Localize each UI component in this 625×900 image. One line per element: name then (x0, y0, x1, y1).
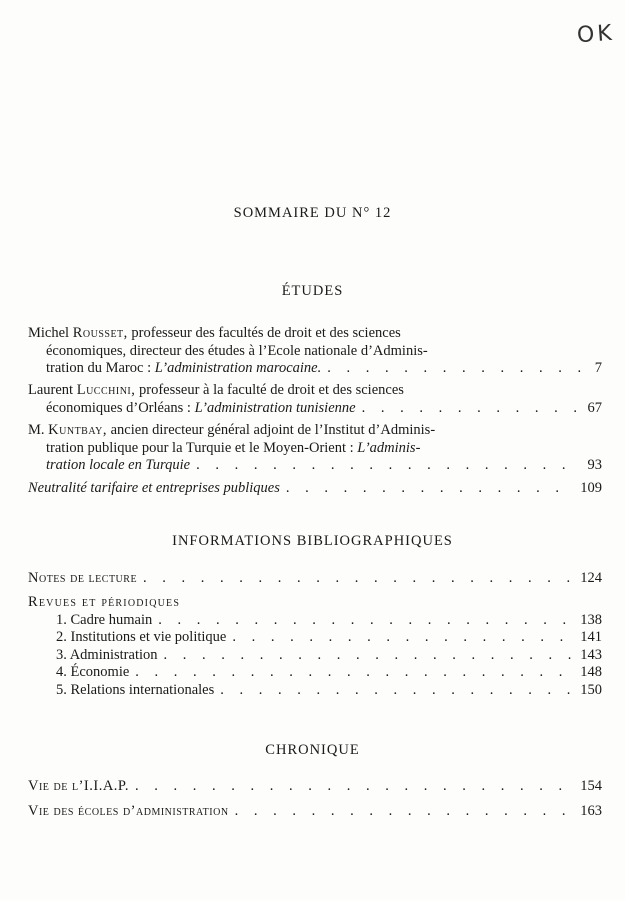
page-number: 150 (580, 681, 602, 698)
toc-entry-rousset (28, 325, 602, 378)
entry-label: 3. Administration (56, 646, 158, 663)
entry-text: professeur des facultés de droit et des sciences (131, 325, 401, 341)
author-first-name: Michel (28, 325, 70, 341)
entry-text: économiques d’Orléans : (46, 399, 191, 416)
page-number: 154 (580, 778, 602, 794)
entry-text: économiques, directeur des études à l’Ecole nationale d’Adminis- (46, 342, 428, 359)
entry-label: Vie des écoles d’administration (28, 803, 229, 819)
entry-label: 1. Cadre humain (56, 611, 153, 628)
toc-entry-vie-iiap (28, 778, 602, 796)
toc-subentry (28, 664, 602, 682)
entry-text: tration publique pour la Turquie et le Moyen-Orient : (46, 439, 354, 456)
leader-dots (190, 457, 581, 475)
toc-subentry (28, 629, 602, 647)
leader-dots (280, 480, 574, 498)
leader-dots (226, 629, 574, 647)
entry-label: 2. Institutions et vie politique (56, 629, 227, 645)
toc-subentry (28, 612, 602, 630)
section-heading-informations: INFORMATIONS BIBLIOGRAPHIQUES (172, 533, 453, 549)
leader-dots (229, 803, 575, 821)
toc-entry-kuntbay (28, 422, 602, 475)
entry-title: L’administration marocaine. (154, 360, 322, 376)
author-last-name: Rousset, (72, 325, 128, 341)
leader-dots (356, 400, 582, 418)
author-last-name: Lucchini, (76, 382, 136, 398)
entry-text: tration du Maroc : (46, 360, 152, 376)
section-heading-etudes: ÉTUDES (281, 283, 344, 299)
toc-entry-notes-de-lecture (28, 570, 602, 588)
leader-dots (214, 682, 574, 700)
page-number: 148 (580, 664, 602, 680)
toc-subentry (28, 682, 602, 700)
entry-label: 4. Économie (56, 664, 130, 680)
entry-text: ancien directeur général adjoint de l’Institut d’Adminis- (110, 422, 436, 438)
leader-dots (158, 647, 575, 665)
page-number: 7 (594, 360, 602, 376)
entry-title: tration locale en Turquie (46, 457, 191, 473)
toc-entry-vie-ecoles (28, 803, 602, 821)
entry-title: L’adminis- (357, 439, 421, 456)
page-number: 143 (580, 646, 602, 663)
author-last-name: Kuntbay, (48, 422, 107, 438)
section-heading-chronique: CHRONIQUE (265, 742, 360, 758)
page-number: 67 (587, 399, 602, 416)
page-number: 138 (580, 611, 602, 628)
leader-dots (152, 612, 574, 630)
page-title: SOMMAIRE DU N° 12 (233, 205, 392, 221)
entry-label: 5. Relations internationales (56, 681, 215, 698)
leader-dots (137, 570, 574, 588)
entry-label: Notes de lecture (28, 570, 138, 586)
group-label: Revues et périodiques (28, 594, 181, 610)
entry-title: Neutralité tarifaire et entreprises publiques (28, 480, 280, 496)
toc-subentry (28, 647, 602, 665)
entry-label: Vie de l’I.I.A.P. (28, 778, 130, 794)
leader-dots (129, 778, 574, 796)
leader-dots (321, 360, 589, 378)
page-number: 109 (580, 480, 602, 496)
leader-dots (129, 664, 574, 682)
page-number: 124 (580, 570, 602, 586)
page-number: 141 (580, 629, 602, 645)
page-number: 163 (580, 803, 602, 819)
toc-entry-neutralite (28, 480, 602, 498)
entry-title: L’administration tunisienne (194, 399, 356, 416)
entry-text: professeur à la faculté de droit et des sciences (139, 382, 404, 398)
author-first-name: M. (28, 422, 45, 438)
page-number: 93 (587, 457, 602, 473)
author-first-name: Laurent (28, 382, 74, 398)
handwritten-annotation: OK (576, 20, 616, 49)
toc-entry-lucchini (28, 382, 602, 417)
toc-group-revues (28, 594, 602, 699)
